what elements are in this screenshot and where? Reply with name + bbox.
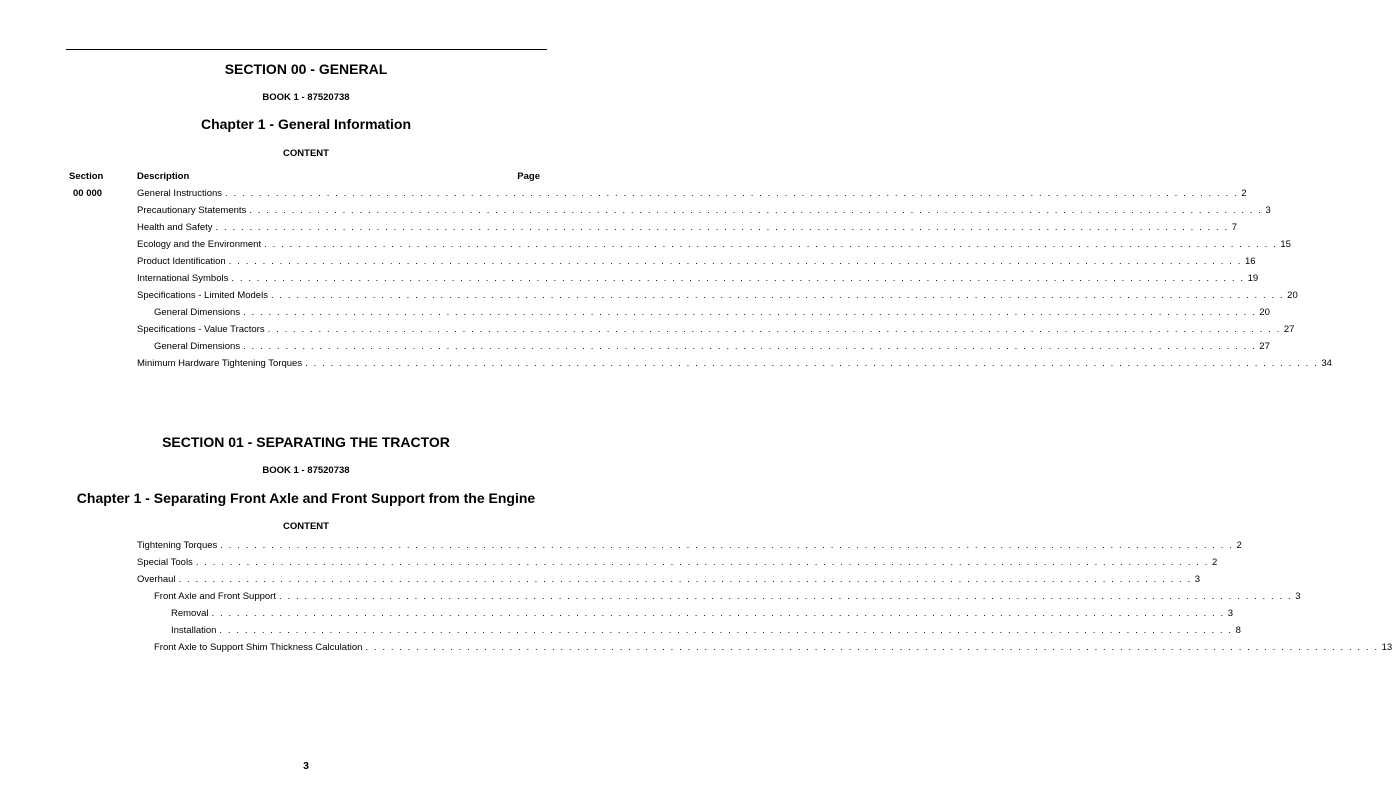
toc-entry-title: Specifications - Value Tractors	[137, 324, 265, 335]
toc-entry-title: General Dimensions	[154, 307, 241, 318]
toc-entry-page: 8	[1235, 625, 1241, 636]
toc-entry	[137, 205, 1271, 217]
toc-entry	[171, 608, 1234, 620]
section-number: 00 000	[73, 188, 103, 199]
section-00-book: BOOK 1 - 87520738	[262, 92, 350, 103]
toc-leader-dots: . . . . . . . . . . . . . . . . . . . . . . . . . . . . . . . . . . . . . . . . . . . . . . . . . . . . . . . . . . . . . . . . . . . . . . . . . . . . . . . . . . . . . . . . . . . . . . . . . . . . . . . . . . . . . . . . . . . . . . . .	[243, 307, 1257, 318]
toc-entry	[137, 239, 1291, 251]
toc-entry-title: Minimum Hardware Tightening Torques	[137, 358, 303, 369]
section-01-title: SECTION 01 - SEPARATING THE TRACTOR	[162, 434, 450, 450]
section-00-title: SECTION 00 - GENERAL	[224, 61, 388, 77]
toc-entry-page: 27	[1259, 341, 1270, 352]
section-00-content-label: CONTENT	[283, 148, 329, 159]
toc-entry	[154, 341, 1270, 353]
toc-leader-dots: . . . . . . . . . . . . . . . . . . . . . . . . . . . . . . . . . . . . . . . . . . . . . . . . . . . . . . . . . . . . . . . . . . . . . . . . . . . . . . . . . . . . . . . . . . . . . . . . . . . . . . . . . . . . . . . . . . . . . . . .	[211, 608, 1225, 619]
toc-entry-page: 13	[1381, 642, 1392, 653]
toc-entry-page: 34	[1321, 358, 1332, 369]
toc-entry	[137, 324, 1295, 336]
toc-entry-title: Installation	[171, 625, 217, 636]
toc-entry	[137, 188, 1247, 200]
toc-leader-dots: . . . . . . . . . . . . . . . . . . . . . . . . . . . . . . . . . . . . . . . . . . . . . . . . . . . . . . . . . . . . . . . . . . . . . . . . . . . . . . . . . . . . . . . . . . . . . . . . . . . . . . . . . . . . . . . . . . . . . . . .	[270, 290, 1285, 301]
toc-entry-title: Front Axle and Front Support	[154, 591, 276, 602]
toc-entry-title: General Dimensions	[154, 341, 241, 352]
toc-leader-dots: . . . . . . . . . . . . . . . . . . . . . . . . . . . . . . . . . . . . . . . . . . . . . . . . . . . . . . . . . . . . . . . . . . . . . . . . . . . . . . . . . . . . . . . . . . . . . . . . . . . . . . . . . . . . . . . . . . . . . . . .	[267, 324, 1281, 335]
toc-entry-page: 19	[1247, 273, 1259, 284]
top-rule	[66, 49, 547, 50]
toc-leader-dots: . . . . . . . . . . . . . . . . . . . . . . . . . . . . . . . . . . . . . . . . . . . . . . . . . . . . . . . . . . . . . . . . . . . . . . . . . . . . . . . . . . . . . . . . . . . . . . . . . . . . . . . . . . . . . . . . . . . . . . . .	[195, 557, 1210, 568]
toc-leader-dots: . . . . . . . . . . . . . . . . . . . . . . . . . . . . . . . . . . . . . . . . . . . . . . . . . . . . . . . . . . . . . . . . . . . . . . . . . . . . . . . . . . . . . . . . . . . . . . . . . . . . . . . . . . . . . . . . . . . . . . . .	[178, 574, 1192, 585]
toc-entry	[137, 358, 1332, 370]
section-01-book: BOOK 1 - 87520738	[262, 465, 350, 476]
toc-entry	[154, 307, 1270, 319]
toc-entry-title: Special Tools	[137, 557, 193, 568]
toc-leader-dots: . . . . . . . . . . . . . . . . . . . . . . . . . . . . . . . . . . . . . . . . . . . . . . . . . . . . . . . . . . . . . . . . . . . . . . . . . . . . . . . . . . . . . . . . . . . . . . . . . . . . . . . . . . . . . . . . . . . . . . . .	[243, 341, 1257, 352]
toc-entry-title: Health and Safety	[137, 222, 213, 233]
section-01-content-label: CONTENT	[283, 521, 329, 532]
toc-entry	[171, 625, 1241, 637]
toc-entry-title: Removal	[171, 608, 209, 619]
section-01-chapter-title: Chapter 1 - Separating Front Axle and Front Support from the Engine	[76, 490, 536, 506]
toc-leader-dots: . . . . . . . . . . . . . . . . . . . . . . . . . . . . . . . . . . . . . . . . . . . . . . . . . . . . . . . . . . . . . . . . . . . . . . . . . . . . . . . . . . . . . . . . . . . . . . . . . . . . . . . . . . . . . . . . . . . . . . . .	[278, 591, 1293, 602]
toc-entry-page: 3	[1265, 205, 1271, 216]
toc-entry-page: 2	[1241, 188, 1247, 199]
toc-entry-page: 7	[1231, 222, 1238, 233]
toc-entry-page: 3	[1194, 574, 1201, 585]
toc-entry-title: Ecology and the Environment	[137, 239, 262, 250]
toc-entry-title: Specifications - Limited Models	[137, 290, 268, 301]
column-header-description: Description	[137, 171, 190, 182]
toc-entry-page: 15	[1280, 239, 1291, 250]
toc-entry-title: Overhaul	[137, 574, 176, 585]
toc-entry-title: General Instructions	[137, 188, 223, 199]
toc-leader-dots: . . . . . . . . . . . . . . . . . . . . . . . . . . . . . . . . . . . . . . . . . . . . . . . . . . . . . . . . . . . . . . . . . . . . . . . . . . . . . . . . . . . . . . . . . . . . . . . . . . . . . . . . . . . . . . . . . . . . . . . .	[225, 188, 1239, 199]
toc-entry	[137, 290, 1298, 302]
toc-entry	[137, 273, 1259, 285]
toc-entry-page: 2	[1212, 557, 1218, 568]
toc-entry-page: 20	[1259, 307, 1270, 318]
toc-leader-dots: . . . . . . . . . . . . . . . . . . . . . . . . . . . . . . . . . . . . . . . . . . . . . . . . . . . . . . . . . . . . . . . . . . . . . . . . . . . . . . . . . . . . . . . . . . . . . . . . . . . . . . . . . . . . . . . . . . . . . . . .	[365, 642, 1379, 653]
toc-leader-dots: . . . . . . . . . . . . . . . . . . . . . . . . . . . . . . . . . . . . . . . . . . . . . . . . . . . . . . . . . . . . . . . . . . . . . . . . . . . . . . . . . . . . . . . . . . . . . . . . . . . . . . . . . . . . . . . . . . . . . . . .	[220, 540, 1234, 551]
toc-entry-page: 16	[1244, 256, 1256, 267]
toc-leader-dots: . . . . . . . . . . . . . . . . . . . . . . . . . . . . . . . . . . . . . . . . . . . . . . . . . . . . . . . . . . . . . . . . . . . . . . . . . . . . . . . . . . . . . . . . . . . . . . . . . . . . . . . . . . . . . . . . . . . . . . . .	[219, 625, 1233, 636]
toc-leader-dots: . . . . . . . . . . . . . . . . . . . . . . . . . . . . . . . . . . . . . . . . . . . . . . . . . . . . . . . . . . . . . . . . . . . . . . . . . . . . . . . . . . . . . . . . . . . . . . . . . . . . . . . . . . . . . . . . . . . . . . . .	[249, 205, 1263, 216]
toc-entry	[137, 222, 1238, 234]
toc-entry	[137, 557, 1218, 569]
toc-entry-title: International Symbols	[137, 273, 229, 284]
toc-entry	[154, 591, 1301, 603]
toc-entry-title: Precautionary Statements	[137, 205, 247, 216]
toc-leader-dots: . . . . . . . . . . . . . . . . . . . . . . . . . . . . . . . . . . . . . . . . . . . . . . . . . . . . . . . . . . . . . . . . . . . . . . . . . . . . . . . . . . . . . . . . . . . . . . . . . . . . . . . . . . . . . . . . . . . . . . . .	[215, 222, 1229, 233]
toc-leader-dots: . . . . . . . . . . . . . . . . . . . . . . . . . . . . . . . . . . . . . . . . . . . . . . . . . . . . . . . . . . . . . . . . . . . . . . . . . . . . . . . . . . . . . . . . . . . . . . . . . . . . . . . . . . . . . . . . . . . . . . . .	[228, 256, 1242, 267]
column-header-page: Page	[517, 171, 540, 182]
toc-entry-title: Tightening Torques	[137, 540, 218, 551]
toc-entry	[154, 642, 1392, 654]
toc-entry-page: 3	[1227, 608, 1234, 619]
toc-entry-page: 3	[1295, 591, 1301, 602]
page-number: 3	[303, 760, 309, 772]
toc-entry-page: 20	[1287, 290, 1298, 301]
toc-entry	[137, 256, 1256, 268]
toc-leader-dots: . . . . . . . . . . . . . . . . . . . . . . . . . . . . . . . . . . . . . . . . . . . . . . . . . . . . . . . . . . . . . . . . . . . . . . . . . . . . . . . . . . . . . . . . . . . . . . . . . . . . . . . . . . . . . . . . . . . . . . . .	[305, 358, 1319, 369]
toc-entry-page: 27	[1283, 324, 1295, 335]
toc-leader-dots: . . . . . . . . . . . . . . . . . . . . . . . . . . . . . . . . . . . . . . . . . . . . . . . . . . . . . . . . . . . . . . . . . . . . . . . . . . . . . . . . . . . . . . . . . . . . . . . . . . . . . . . . . . . . . . . . . . . . . . . .	[264, 239, 1278, 250]
toc-entry-page: 2	[1236, 540, 1242, 551]
toc-entry-title: Product Identification	[137, 256, 226, 267]
toc-leader-dots: . . . . . . . . . . . . . . . . . . . . . . . . . . . . . . . . . . . . . . . . . . . . . . . . . . . . . . . . . . . . . . . . . . . . . . . . . . . . . . . . . . . . . . . . . . . . . . . . . . . . . . . . . . . . . . . . . . . . . . . .	[231, 273, 1245, 284]
section-00-chapter-title: Chapter 1 - General Information	[200, 116, 412, 132]
toc-entry	[137, 540, 1242, 552]
toc-entry	[137, 574, 1201, 586]
column-header-section: Section	[69, 171, 104, 182]
toc-entry-title: Front Axle to Support Shim Thickness Calculation	[154, 642, 363, 653]
